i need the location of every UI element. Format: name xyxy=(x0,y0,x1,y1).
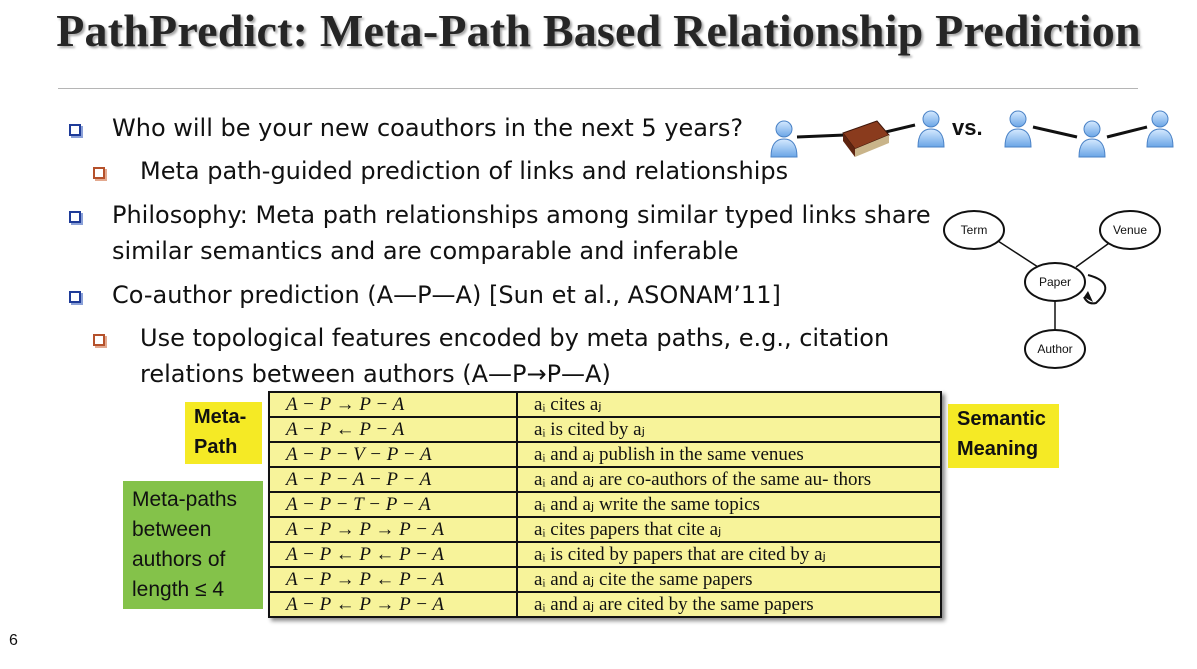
table-row xyxy=(269,417,941,442)
meta-path-cell: A − P → P − A xyxy=(269,392,517,417)
green-label-line: between xyxy=(132,518,212,541)
table-row xyxy=(269,392,941,417)
meta-paths-length-label xyxy=(123,481,263,609)
bullet-philosophy: Philosophy: Meta path relationships among similar typed links share xyxy=(112,201,931,229)
slide-title: PathPredict: Meta-Path Based Relationship Prediction xyxy=(56,5,1141,56)
schema-node-author: Author xyxy=(1037,342,1073,356)
semantic-cell: aᵢ is cited by papers that are cited by aⱼ xyxy=(517,542,941,567)
bullet-marker-icon xyxy=(69,124,81,136)
meta-path-cell: A − P ← P → P − A xyxy=(269,592,517,617)
page-number: 6 xyxy=(9,632,18,649)
meta-path-label-line: Path xyxy=(194,436,238,458)
semantic-cell: aᵢ cites papers that cite aⱼ xyxy=(517,517,941,542)
semantic-meaning-label-line: Semantic xyxy=(957,408,1046,430)
semantic-cell: aᵢ and aⱼ write the same topics xyxy=(517,492,941,517)
table-row xyxy=(269,442,941,467)
semantic-cell: aᵢ and aⱼ publish in the same venues xyxy=(517,442,941,467)
meta-path-table xyxy=(268,391,942,618)
person-icon xyxy=(1005,111,1031,147)
meta-path-cell: A − P − V − P − A xyxy=(269,442,517,467)
coauthor-illustration xyxy=(765,105,1185,165)
semantic-cell: aᵢ and aⱼ cite the same papers xyxy=(517,567,941,592)
sub-bullet-topological-cont: relations between authors (A—P→P—A) xyxy=(140,360,611,388)
green-label-line: authors of xyxy=(132,548,226,571)
vs-label: vs. xyxy=(952,115,983,140)
bullet-marker-icon xyxy=(93,167,105,179)
semantic-meaning-label-line: Meaning xyxy=(957,438,1039,460)
bullet-marker-icon xyxy=(93,334,105,346)
schema-node-paper: Paper xyxy=(1038,275,1072,289)
person-icon xyxy=(1147,111,1173,147)
table-row xyxy=(269,492,941,517)
table-row xyxy=(269,467,941,492)
sub-bullet-meta-path: Meta path-guided prediction of links and relationships xyxy=(140,157,789,185)
green-label-line: length ≤ 4 xyxy=(132,578,225,601)
bullet-marker-icon xyxy=(69,291,81,303)
meta-path-cell: A − P ← P − A xyxy=(269,417,517,442)
schema-node-venue: Venue xyxy=(1112,223,1148,237)
person-icon xyxy=(771,121,797,157)
semantic-cell: aᵢ cites aⱼ xyxy=(517,392,941,417)
meta-path-label xyxy=(185,402,262,464)
bullet-marker-icon xyxy=(69,211,81,223)
bullet-coauthors: Who will be your new coauthors in the next 5 years? xyxy=(112,114,744,142)
person-icon xyxy=(918,111,944,147)
semantic-cell: aᵢ is cited by aⱼ xyxy=(517,417,941,442)
table-row xyxy=(269,542,941,567)
meta-path-label-line: Meta- xyxy=(194,406,247,428)
bullet-coauthor-prediction: Co-author prediction (A—P—A) [Sun et al., ASONAM’11] xyxy=(112,281,781,309)
green-label-line: Meta-paths xyxy=(132,488,238,511)
meta-path-cell: A − P → P → P − A xyxy=(269,517,517,542)
network-schema-diagram xyxy=(940,205,1170,375)
schema-node-term: Term xyxy=(960,223,988,237)
table-row xyxy=(269,517,941,542)
table-row xyxy=(269,567,941,592)
bullet-philosophy-cont: similar semantics and are comparable and inferable xyxy=(112,237,739,265)
meta-path-cell: A − P − A − P − A xyxy=(269,467,517,492)
person-icon xyxy=(1079,121,1105,157)
semantic-meaning-label xyxy=(948,404,1059,468)
title-divider xyxy=(58,88,1138,89)
semantic-cell: aᵢ and aⱼ are cited by the same papers xyxy=(517,592,941,617)
meta-path-cell: A − P → P ← P − A xyxy=(269,567,517,592)
meta-path-cell: A − P − T − P − A xyxy=(269,492,517,517)
sub-bullet-topological: Use topological features encoded by meta paths, e.g., citation xyxy=(140,324,890,352)
table-row xyxy=(269,592,941,617)
book-icon xyxy=(843,121,889,157)
meta-path-cell: A − P ← P ← P − A xyxy=(269,542,517,567)
semantic-cell: aᵢ and aⱼ are co-authors of the same au- thors xyxy=(517,467,941,492)
